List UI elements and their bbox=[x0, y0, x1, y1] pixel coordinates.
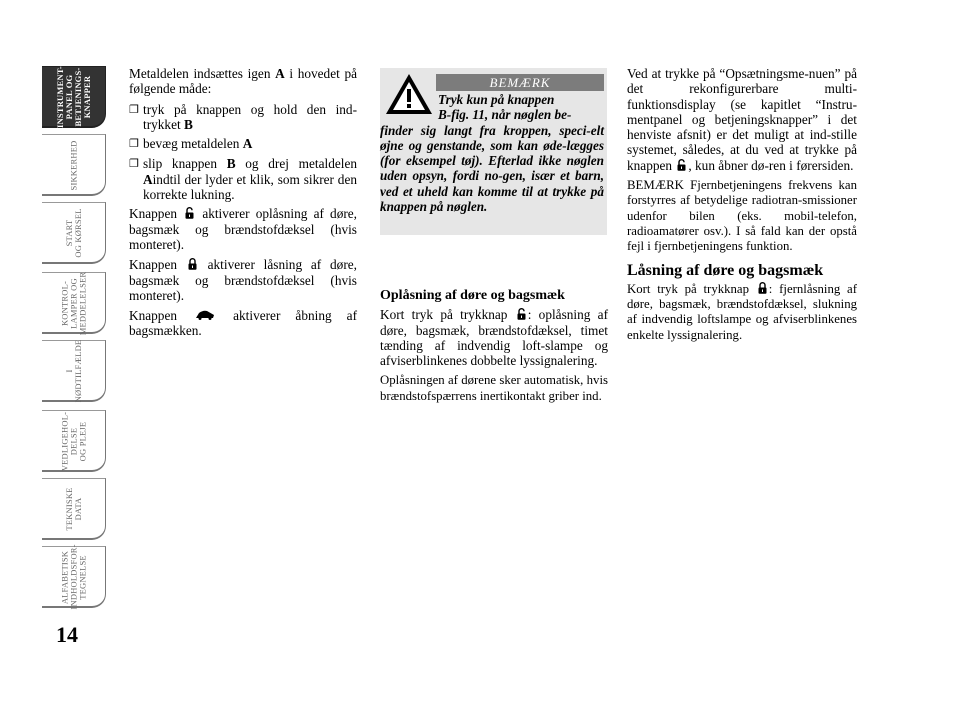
tab-noedtilfaelde[interactable]: I NØDTILFÆLDE bbox=[42, 340, 106, 402]
lock-icon bbox=[188, 258, 197, 270]
warning-box bbox=[380, 68, 607, 235]
boot-paragraph: Knappen aktiverer åbning af bagsmækken. bbox=[129, 308, 358, 339]
list-item: ❐ tryk på knappen og hold den ind-trykket B bbox=[129, 101, 357, 132]
lock-heading: Låsning af døre og bagsmæk bbox=[627, 261, 824, 279]
unlock-paragraph: Knappen aktiverer oplåsning af døre, bagsmæk og brændstofdæksel (hvis monteret). bbox=[129, 206, 357, 252]
tab-start[interactable]: START OG KØRSEL bbox=[42, 202, 106, 264]
unlock-icon bbox=[517, 308, 526, 320]
setup-paragraph: Ved at trykke på “Opsætningsme-nuen” på det rekonfigurerbare multi-funktionsdisplay (se kapitlet “Instru-mentpanel og betjeningsknapper” i det henviste afsnit) er det muligt at ind-stille systemet, således, at du ved at trykke på knappen , kun åbner dø-ren i førersiden. bbox=[627, 66, 857, 173]
list-item: ❐ slip knappen B og drej metaldelen Aindtil der lyder et klik, som sikrer den korrekte lukning. bbox=[129, 156, 357, 203]
tab-alfabetisk-indhold[interactable]: ALFABETISK INDHOLDSFOR- TEGNELSE bbox=[42, 546, 106, 608]
unlock-icon bbox=[185, 207, 194, 219]
lock-icon bbox=[758, 282, 767, 294]
intro-paragraph: Metaldelen indsættes igen A i hovedet på følgende måde: bbox=[129, 66, 357, 97]
car-boot-icon bbox=[195, 310, 215, 320]
unlock-heading: Oplåsning af døre og bagsmæk bbox=[380, 288, 565, 303]
page-number: 14 bbox=[56, 622, 78, 647]
frequency-note: BEMÆRK Fjernbetjeningens frekvens kan forstyrres af betydelige radiotran-smissioner udenfor bilen (eks. mobil-telefon, radioamatører osv.). I så fald kan der opstå fejl i fjernbetjeningens funktion. bbox=[627, 178, 857, 254]
lock-description: Kort tryk på trykknap : fjernlåsning af døre, bagsmæk, brændstofdæksel, slukning af indvendig loftslampe og afviserblinkenes enkelte lyssignalering. bbox=[627, 281, 857, 342]
warning-text: Tryk kun på knappen B-fig. 11, når nøglen be- finder sig langt fra kroppen, speci-elt øjne og genstande, som kan øde-lægges (for eksempel tøj). Efterlad ikke nøglen uden opsyn, fordi no-gen, især et barn, ved et uheld kan komme til at trykke på knappen på nøglen. bbox=[380, 92, 604, 215]
column-left bbox=[129, 66, 357, 344]
tab-vedligeholdelse[interactable]: VEDLIGEHOL- DELSE OG PLEJE bbox=[42, 410, 106, 472]
tab-instrumentpanel[interactable]: INSTRUMENT- PANEL OG BETJENINGS- KNAPPER bbox=[42, 66, 106, 128]
unlock-icon bbox=[677, 159, 686, 171]
checkbox-bullet-icon: ❐ bbox=[129, 158, 139, 171]
tab-tekniske-data[interactable]: TEKNISKE DATA bbox=[42, 478, 106, 540]
unlock-description: Kort tryk på trykknap : oplåsning af døre, bagsmæk, brændstofdæksel, timet tænding af indvendig loft-slampe og afviserblinkenes dobbelte lyssignalering. bbox=[380, 307, 608, 369]
list-item: ❐ bevæg metaldelen A bbox=[129, 136, 253, 152]
column-middle bbox=[380, 288, 608, 409]
lock-paragraph: Knappen aktiverer låsning af døre, bagsmæk og brændstofdæksel (hvis monteret). bbox=[129, 257, 357, 303]
warning-heading: BEMÆRK bbox=[436, 74, 604, 91]
checkbox-bullet-icon: ❐ bbox=[129, 138, 139, 151]
tab-sikkerhed[interactable]: SIKKERHED bbox=[42, 134, 106, 196]
tab-kontrollamper[interactable]: KONTROL- LAMPER OG MEDDELELSER bbox=[42, 272, 106, 334]
column-right bbox=[627, 66, 857, 348]
auto-unlock-note: Oplåsningen af dørene sker automatisk, hvis brændstofspærrens inertikontakt griber ind. bbox=[380, 373, 608, 403]
checkbox-bullet-icon: ❐ bbox=[129, 103, 139, 116]
